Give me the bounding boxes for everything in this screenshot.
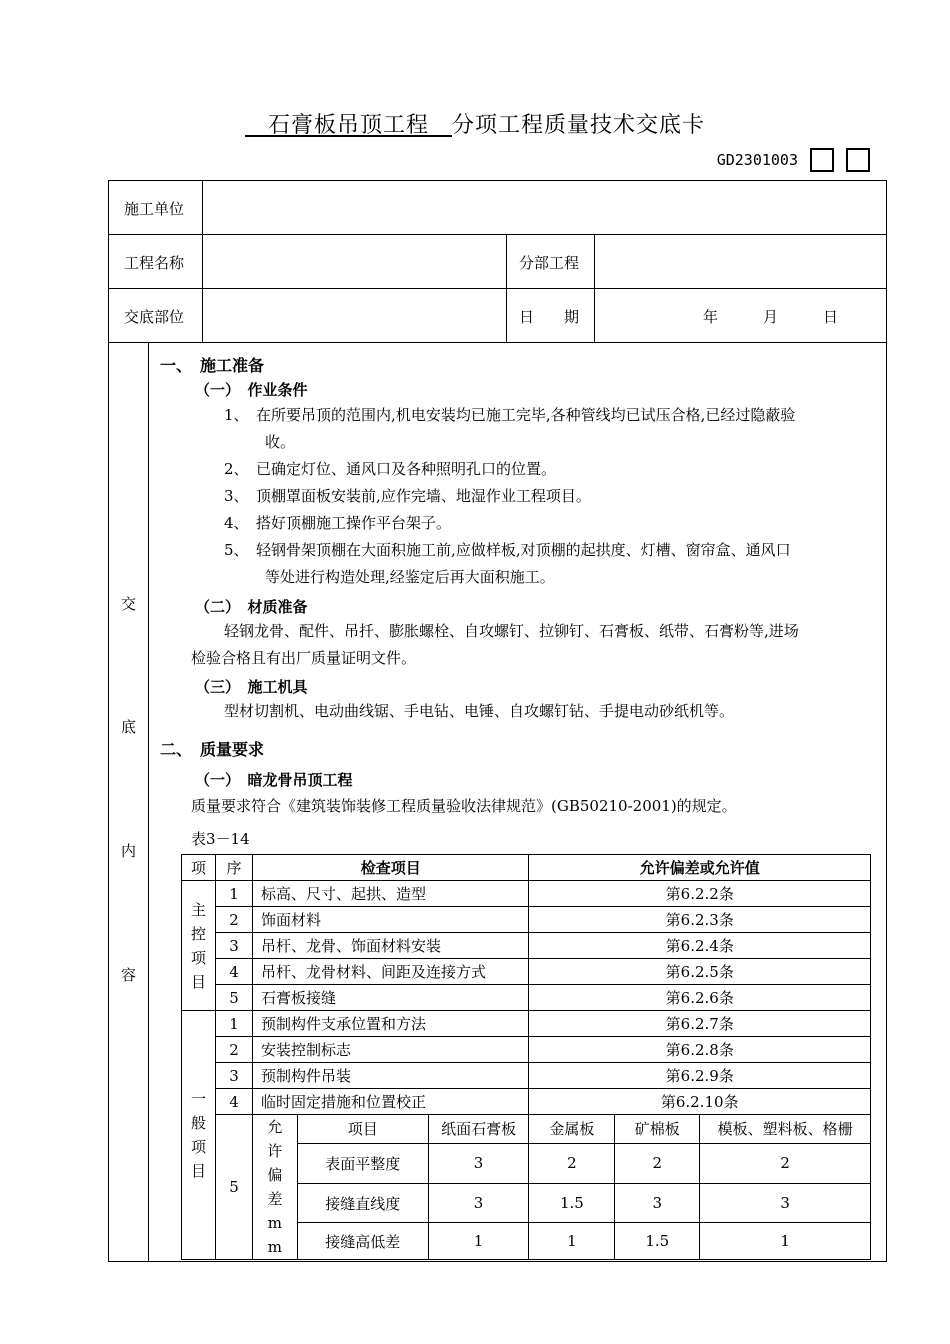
dev-cell: 2 xyxy=(700,1143,871,1183)
deviation-header-row xyxy=(182,1115,871,1144)
dev-cell: 接缝直线度 xyxy=(297,1183,428,1223)
ref-cell: 第6.2.4条 xyxy=(529,933,871,959)
item-cell: 安装控制标志 xyxy=(252,1037,529,1063)
dev-cell: 3 xyxy=(700,1183,871,1223)
seq-cell: 4 xyxy=(215,1089,252,1115)
table-row xyxy=(182,1089,871,1115)
subsection-2-1: （一） 暗龙骨吊顶工程 xyxy=(195,771,353,789)
standard-text: 质量要求符合《建筑装饰装修工程质量验收法律规范》(GB50210-2001)的规定。 xyxy=(191,797,737,815)
item-2: 2、 已确定灯位、通风口及各种照明孔口的位置。 xyxy=(224,460,557,478)
dev-cell: 2 xyxy=(615,1143,700,1183)
quality-table xyxy=(181,854,871,1260)
table-row xyxy=(182,881,871,907)
dev-header-cell: 模板、塑料板、格栅 xyxy=(700,1115,871,1144)
checkbox-2[interactable] xyxy=(846,148,870,172)
item-1-line-2: 收。 xyxy=(265,433,296,451)
item-5-line-1: 5、 轻钢骨架顶棚在大面积施工前,应做样板,对顶棚的起拱度、灯槽、窗帘盒、通风口 xyxy=(224,541,791,559)
date-fields: 年 月 日 xyxy=(703,308,839,326)
dev-cell: 1 xyxy=(428,1223,529,1260)
project-label: 工程名称 xyxy=(124,254,185,272)
item-cell: 标高、尺寸、起拱、造型 xyxy=(252,881,529,907)
section-2-heading: 二、 质量要求 xyxy=(160,740,265,759)
materials-line-2: 检验合格且有出厂质量证明文件。 xyxy=(191,649,417,667)
dev-cell: 1 xyxy=(529,1223,615,1260)
table-row xyxy=(182,1063,871,1089)
dev-cell: 接缝高低差 xyxy=(297,1223,428,1260)
location-label: 交底部位 xyxy=(124,308,185,326)
dev-header-cell: 矿棉板 xyxy=(615,1115,700,1144)
title-rest: 分项工程质量技术交底卡 xyxy=(452,113,706,138)
general-group-label: 一 般 项 目 xyxy=(182,1011,216,1260)
seq-cell: 5 xyxy=(215,985,252,1011)
seq-cell: 3 xyxy=(215,1063,252,1089)
ref-cell: 第6.2.9条 xyxy=(529,1063,871,1089)
subsection-1-2: （二） 材质准备 xyxy=(195,598,308,616)
seq-cell: 4 xyxy=(215,959,252,985)
ref-cell: 第6.2.10条 xyxy=(529,1089,871,1115)
subsection-1-1: （一） 作业条件 xyxy=(195,381,308,399)
ref-cell: 第6.2.2条 xyxy=(529,881,871,907)
dev-cell: 3 xyxy=(428,1183,529,1223)
table-row xyxy=(182,959,871,985)
table-header-row xyxy=(182,855,871,881)
side-char-4: 容 xyxy=(120,966,136,984)
row-project xyxy=(109,235,886,289)
ref-cell: 第6.2.5条 xyxy=(529,959,871,985)
ref-cell: 第6.2.3条 xyxy=(529,907,871,933)
item-cell: 石膏板接缝 xyxy=(252,985,529,1011)
side-char-2: 底 xyxy=(120,718,136,736)
item-5-line-2: 等处进行构造处理,经鉴定后再大面积施工。 xyxy=(265,568,555,586)
dev-cell: 表面平整度 xyxy=(297,1143,428,1183)
tools-text: 型材切割机、电动曲线锯、手电钻、电锤、自攻螺钉钻、手提电动砂纸机等。 xyxy=(224,702,735,720)
seq-cell: 2 xyxy=(215,907,252,933)
table-row xyxy=(182,985,871,1011)
table-row xyxy=(182,1037,871,1063)
form-code xyxy=(717,148,870,172)
ref-cell: 第6.2.6条 xyxy=(529,985,871,1011)
item-cell: 临时固定措施和位置校正 xyxy=(252,1089,529,1115)
item-cell: 预制构件支承位置和方法 xyxy=(252,1011,529,1037)
seq-cell: 1 xyxy=(215,1011,252,1037)
dev-cell: 3 xyxy=(428,1143,529,1183)
deviation-seq: 5 xyxy=(215,1115,252,1260)
dev-header-cell: 项目 xyxy=(297,1115,428,1144)
dev-cell: 1.5 xyxy=(529,1183,615,1223)
subsection-1-3: （三） 施工机具 xyxy=(195,678,308,696)
date-label: 日 期 xyxy=(519,308,580,326)
table-number: 表3－14 xyxy=(191,830,250,848)
table-row xyxy=(182,933,871,959)
dev-cell: 3 xyxy=(615,1183,700,1223)
deviation-label: 允 许 偏 差 m m xyxy=(252,1115,297,1260)
subproject-label: 分部工程 xyxy=(519,254,580,272)
dev-cell: 1 xyxy=(700,1223,871,1260)
side-char-1: 交 xyxy=(120,595,136,613)
seq-cell: 3 xyxy=(215,933,252,959)
dev-cell: 2 xyxy=(529,1143,615,1183)
header-check: 检查项目 xyxy=(252,855,529,881)
title-project: 石膏板吊顶工程 xyxy=(267,113,429,138)
item-1-line-1: 1、 在所要吊顶的范围内,机电安装均已施工完毕,各种管线均已试压合格,已经过隐蔽验 xyxy=(224,406,796,424)
item-cell: 饰面材料 xyxy=(252,907,529,933)
item-cell: 预制构件吊装 xyxy=(252,1063,529,1089)
ref-cell: 第6.2.8条 xyxy=(529,1037,871,1063)
materials-line-1: 轻钢龙骨、配件、吊扦、膨胀螺栓、自攻螺钉、拉铆钉、石膏板、纸带、石膏粉等,进场 xyxy=(224,622,799,640)
item-3: 3、 顶棚罩面板安装前,应作完墙、地湿作业工程项目。 xyxy=(224,487,591,505)
dev-header-cell: 纸面石膏板 xyxy=(428,1115,529,1144)
row-unit xyxy=(109,181,886,235)
seq-cell: 2 xyxy=(215,1037,252,1063)
header-allow: 允许偏差或允许值 xyxy=(529,855,871,881)
item-cell: 吊杆、龙骨材料、间距及连接方式 xyxy=(252,959,529,985)
header-seq: 序 xyxy=(215,855,252,881)
dev-header-cell: 金属板 xyxy=(529,1115,615,1144)
item-4: 4、 搭好顶棚施工操作平台架子。 xyxy=(224,514,452,532)
form-code-text: GD2301003 xyxy=(716,151,798,169)
section-1-heading: 一、 施工准备 xyxy=(160,356,265,375)
table-row xyxy=(182,907,871,933)
table-row xyxy=(182,1011,871,1037)
unit-label: 施工单位 xyxy=(124,200,185,218)
ref-cell: 第6.2.7条 xyxy=(529,1011,871,1037)
page-title xyxy=(0,108,950,139)
side-char-3: 内 xyxy=(120,842,136,860)
checkbox-1[interactable] xyxy=(810,148,834,172)
main-group-label: 主 控 项 目 xyxy=(182,881,216,1011)
dev-cell: 1.5 xyxy=(615,1223,700,1260)
side-label xyxy=(109,343,148,1261)
item-cell: 吊杆、龙骨、饰面材料安装 xyxy=(252,933,529,959)
seq-cell: 1 xyxy=(215,881,252,907)
header-item: 项 xyxy=(182,855,216,881)
row-location xyxy=(109,289,886,343)
